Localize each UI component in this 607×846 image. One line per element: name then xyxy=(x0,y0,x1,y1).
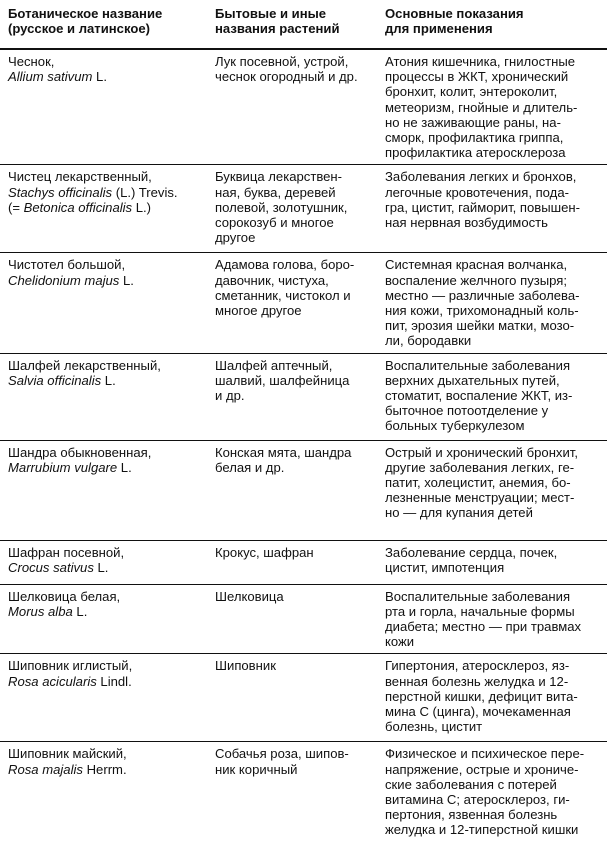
common-names-line: шалвий, шалфейница xyxy=(215,372,350,388)
indications-line: ли, бородавки xyxy=(385,333,472,349)
indications-cell xyxy=(377,654,607,742)
indications-cell xyxy=(377,353,607,440)
indications-line: Заболевания легких и бронхов, xyxy=(385,169,577,185)
header-botanical-name: Ботаническое название (русское и латинское) xyxy=(0,0,207,49)
latin-name: Stachys officinalis xyxy=(8,184,113,200)
common-names-line: Адамова голова, боро- xyxy=(215,257,355,273)
latin-name: Morus alba xyxy=(8,603,73,619)
indications-line: лезненные менструации; мест- xyxy=(385,490,575,506)
russian-name: Шелковица белая, xyxy=(8,588,121,604)
common-names-line: многое другое xyxy=(215,303,302,319)
taxon-author: (L.) Trevis. xyxy=(112,184,178,200)
latin-name-line xyxy=(8,460,203,475)
common-names-line: сметанник, чистокол и xyxy=(215,287,351,303)
common-names-cell xyxy=(207,584,377,654)
indications-line: но — для купания детей xyxy=(385,505,533,521)
indications-cell xyxy=(377,540,607,584)
indications-line: Заболевание сердца, почек, xyxy=(385,544,558,560)
latin-name: Allium sativum xyxy=(8,69,93,85)
indications-line: быточное потоотделение у xyxy=(385,403,549,419)
indications-line: напряжение, острые и хрониче- xyxy=(385,761,579,777)
taxon-author: L. xyxy=(93,559,109,575)
indications-line: метеоризм, гнойные и длитель- xyxy=(385,99,578,115)
common-names-cell xyxy=(207,253,377,353)
common-names-line: другое xyxy=(215,230,256,246)
taxon-author: L. xyxy=(72,603,88,619)
indications-line: бронхит, колит, энтероколит, xyxy=(385,84,558,100)
common-names-line: Лук посевной, устрой, xyxy=(215,54,349,69)
taxon-author: L. xyxy=(117,459,132,475)
russian-name: Шиповник иглистый, xyxy=(8,658,133,674)
latin-name-line xyxy=(8,560,203,575)
indications-line: стоматит, воспаление ЖКТ, из- xyxy=(385,388,573,404)
latin-name-line xyxy=(8,604,203,619)
indications-line: больных туберкулезом xyxy=(385,418,525,434)
russian-name: Шафран посевной, xyxy=(8,544,125,560)
botanical-name-cell xyxy=(0,440,207,540)
common-names-line: Шелковица xyxy=(215,588,284,604)
taxon-author: L. xyxy=(92,69,107,85)
header-indications: Основные показания для применения xyxy=(377,0,607,49)
common-names-cell xyxy=(207,353,377,440)
latin-name: Salvia officinalis xyxy=(8,372,102,388)
russian-name: Чистец лекарственный, xyxy=(8,169,152,185)
latin-name-line xyxy=(8,674,203,689)
latin-name-line xyxy=(8,185,203,200)
indications-line: Гипертония, атеросклероз, яз- xyxy=(385,658,570,674)
common-names-line: чеснок огородный и др. xyxy=(215,69,358,85)
common-names-line: ник коричный xyxy=(215,761,298,777)
common-names-line: Шиповник xyxy=(215,658,276,674)
indications-line: ские заболевания с потерей xyxy=(385,776,557,792)
indications-line: болезнь, цистит xyxy=(385,719,483,735)
common-names-line: сорокозуб и многое xyxy=(215,215,334,231)
indications-cell xyxy=(377,165,607,253)
indications-line: гра, цистит, гайморит, повышен- xyxy=(385,199,581,215)
indications-line: Атония кишечника, гнилостные xyxy=(385,54,576,69)
indications-line: пит, эрозия шейки матки, мозо- xyxy=(385,318,575,334)
indications-line: местно — различные заболева- xyxy=(385,287,580,303)
indications-line: витамина С; атеросклероз, ги- xyxy=(385,792,570,808)
table-row xyxy=(0,165,607,253)
russian-name: Чеснок, xyxy=(8,54,55,69)
latin-name-line xyxy=(8,69,203,84)
latin-name: Rosa majalis xyxy=(8,761,83,777)
synonym-suffix: L.) xyxy=(132,199,152,215)
table-row xyxy=(0,742,607,846)
indications-line: цистит, импотенция xyxy=(385,559,505,575)
botanical-name-cell xyxy=(0,49,207,165)
common-names-line: Буквица лекарствен- xyxy=(215,169,342,185)
russian-name: Шандра обыкновенная, xyxy=(8,444,152,460)
botanical-name-cell xyxy=(0,584,207,654)
common-names-cell xyxy=(207,540,377,584)
indications-line: но не заживающие раны, на- xyxy=(385,114,561,130)
taxon-author: Herrm. xyxy=(82,761,127,777)
taxon-author: L. xyxy=(119,272,134,288)
common-names-cell xyxy=(207,165,377,253)
indications-line: Системная красная волчанка, xyxy=(385,257,568,273)
indications-line: другие заболевания легких, ге- xyxy=(385,459,575,475)
synonym-latin-name: Betonica officinalis xyxy=(23,199,133,215)
latin-name: Marrubium vulgare xyxy=(8,459,118,475)
indications-line: пертония, язвенная болезнь xyxy=(385,807,558,823)
indications-line: воспаление желчного пузыря; xyxy=(385,272,568,288)
indications-line: верхних дыхательных путей, xyxy=(385,372,560,388)
russian-name: Шалфей лекарственный, xyxy=(8,357,161,373)
table-row xyxy=(0,440,607,540)
indications-line: патит, холецистит, анемия, бо- xyxy=(385,475,571,491)
botanical-name-cell xyxy=(0,253,207,353)
common-names-line: и др. xyxy=(215,388,245,404)
latin-name-line xyxy=(8,273,203,288)
table-header xyxy=(0,0,607,49)
indications-line: Воспалительные заболевания xyxy=(385,588,571,604)
russian-name: Шиповник майский, xyxy=(8,746,127,762)
table-row xyxy=(0,654,607,742)
indications-line: рта и горла, начальные формы xyxy=(385,603,575,619)
common-names-line: полевой, золотушник, xyxy=(215,199,348,215)
indications-line: венная болезнь желудка и 12- xyxy=(385,673,569,689)
botanical-name-cell xyxy=(0,353,207,440)
indications-cell xyxy=(377,584,607,654)
common-names-cell xyxy=(207,440,377,540)
botanical-name-cell xyxy=(0,654,207,742)
taxon-author: L. xyxy=(101,372,116,388)
table-body xyxy=(0,49,607,846)
botanical-name-cell xyxy=(0,742,207,846)
common-names-line: Конская мята, шандра xyxy=(215,444,352,460)
synonym-line xyxy=(8,200,203,215)
common-names-line: белая и др. xyxy=(215,459,285,475)
common-names-cell xyxy=(207,49,377,165)
latin-name: Rosa acicularis xyxy=(8,673,97,689)
botanical-name-cell xyxy=(0,540,207,584)
botanical-name-cell xyxy=(0,165,207,253)
indications-line: ния кожи, трихомонадный коль- xyxy=(385,303,579,319)
table-row xyxy=(0,253,607,353)
latin-name-line xyxy=(8,762,203,777)
latin-name-line xyxy=(8,373,203,388)
common-names-line: Шалфей аптечный, xyxy=(215,357,333,373)
indications-cell xyxy=(377,742,607,846)
common-names-cell xyxy=(207,742,377,846)
taxon-author: Lindl. xyxy=(96,673,132,689)
common-names-line: ная, буква, деревей xyxy=(215,184,336,200)
table-row xyxy=(0,353,607,440)
russian-name: Чистотел большой, xyxy=(8,257,126,273)
header-common-names: Бытовые и иные названия растений xyxy=(207,0,377,49)
latin-name: Chelidonium majus xyxy=(8,272,120,288)
indications-line: Физическое и психическое пере- xyxy=(385,746,585,762)
latin-name: Crocus sativus xyxy=(8,559,94,575)
indications-line: диабета; местно — при травмах xyxy=(385,619,582,635)
indications-line: ная нервная возбудимость xyxy=(385,215,548,231)
table-row xyxy=(0,584,607,654)
indications-line: кожи xyxy=(385,634,415,650)
indications-line: профилактика атеросклероза xyxy=(385,145,566,161)
indications-line: желудка и 12-типерстной кишки xyxy=(385,822,579,838)
indications-line: сморк, профилактика гриппа, xyxy=(385,130,564,146)
indications-line: Острый и хронический бронхит, xyxy=(385,444,578,460)
indications-cell xyxy=(377,253,607,353)
indications-line: Воспалительные заболевания xyxy=(385,357,571,373)
indications-line: мина С (цинга), мочекаменная xyxy=(385,704,571,720)
common-names-cell xyxy=(207,654,377,742)
indications-cell xyxy=(377,440,607,540)
common-names-line: Крокус, шафран xyxy=(215,544,314,560)
synonym-prefix: (= xyxy=(8,199,24,215)
table-row xyxy=(0,49,607,165)
indications-cell xyxy=(377,49,607,165)
common-names-line: Собачья роза, шипов- xyxy=(215,746,349,762)
common-names-line: давочник, чистуха, xyxy=(215,272,329,288)
table-row xyxy=(0,540,607,584)
indications-line: процессы в ЖКТ, хронический xyxy=(385,69,569,85)
indications-line: легочные кровотечения, пода- xyxy=(385,184,569,200)
indications-line: перстной кишки, дефицит вита- xyxy=(385,688,578,704)
